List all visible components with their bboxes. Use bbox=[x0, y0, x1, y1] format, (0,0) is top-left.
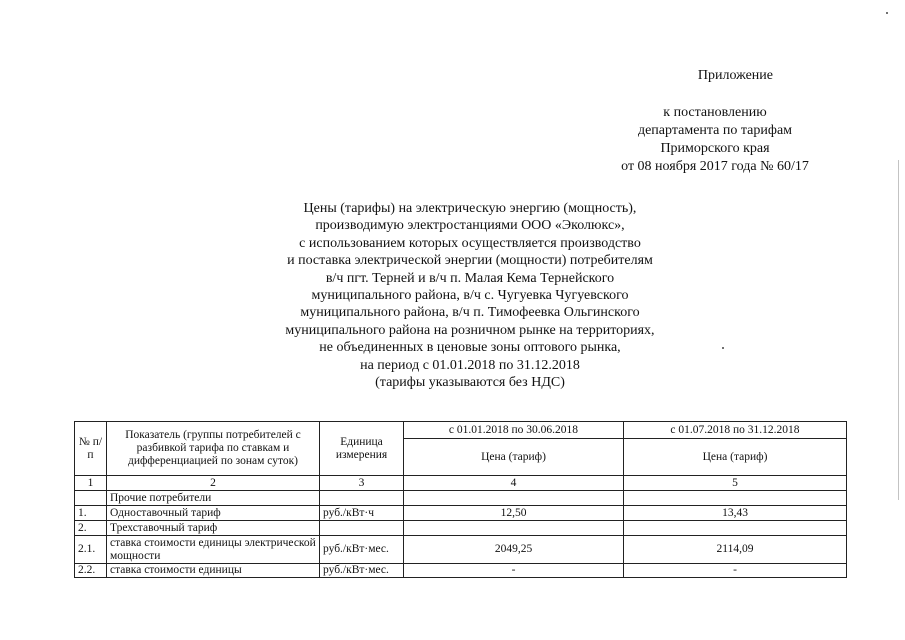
decree-reference bbox=[595, 104, 835, 176]
header-unit: Единица измерения bbox=[320, 422, 404, 476]
title-line: муниципального района, в/ч п. Тимофеевка Ольгинского bbox=[300, 305, 640, 321]
row-num: 2.1. bbox=[75, 536, 107, 564]
title-line: на период с 01.01.2018 по 31.12.2018 bbox=[360, 357, 580, 373]
column-numbering-row bbox=[75, 476, 847, 491]
row-value-1: 2049,25 bbox=[404, 536, 624, 564]
column-number: 5 bbox=[624, 476, 847, 491]
header-indicator: Показатель (группы потребителей с разбивкой тарифа по ставкам и дифференциацией по зонам суток) bbox=[107, 422, 320, 476]
title-line: в/ч пгт. Терней и в/ч п. Малая Кема Тернейского bbox=[325, 270, 615, 286]
row-unit: руб./кВт·мес. bbox=[320, 536, 404, 564]
title-line: (тарифы указываются без НДС) bbox=[375, 375, 565, 391]
title-line: муниципального района на розничном рынке на территориях, bbox=[285, 322, 655, 338]
title-line: Цены (тарифы) на электрическую энергию (мощность), bbox=[303, 201, 637, 216]
row-unit: руб./кВт·ч bbox=[320, 506, 404, 521]
row-num: 2. bbox=[75, 521, 107, 536]
scan-speck bbox=[722, 347, 724, 349]
column-number: 1 bbox=[75, 476, 107, 491]
title-line: производимую электростанциями ООО «Эколюкс», bbox=[315, 218, 625, 234]
row-value-2: 13,43 bbox=[624, 506, 847, 521]
header-num: № п/п bbox=[75, 422, 107, 476]
row-name: Трехставочный тариф bbox=[107, 521, 320, 536]
table-row bbox=[75, 536, 847, 564]
title-line: и поставка электрической энергии (мощности) потребителям bbox=[287, 253, 653, 269]
row-name: ставка стоимости единицы bbox=[107, 564, 320, 578]
row-value-1 bbox=[404, 521, 624, 536]
header-price-1: Цена (тариф) bbox=[404, 439, 624, 476]
scan-speck bbox=[886, 12, 888, 14]
row-value-2: - bbox=[624, 564, 847, 578]
title-line: не объединенных в ценовые зоны оптового рынка, bbox=[319, 340, 621, 356]
row-value-2 bbox=[624, 521, 847, 536]
group-row bbox=[75, 491, 847, 506]
appendix-label: Приложение bbox=[697, 68, 773, 83]
table-header-row bbox=[75, 422, 847, 439]
row-name: Одноставочный тариф bbox=[107, 506, 320, 521]
ref-line: к постановлению bbox=[663, 105, 767, 120]
ref-line: от 08 ноября 2017 года № 60/17 bbox=[621, 159, 809, 174]
column-number: 3 bbox=[320, 476, 404, 491]
row-value-1: 12,50 bbox=[404, 506, 624, 521]
row-value-1: - bbox=[404, 564, 624, 578]
row-num: 1. bbox=[75, 506, 107, 521]
group-label: Прочие потребители bbox=[107, 491, 320, 506]
header-period-2: с 01.07.2018 по 31.12.2018 bbox=[624, 422, 847, 439]
table-row bbox=[75, 506, 847, 521]
ref-line: департамента по тарифам bbox=[637, 123, 793, 138]
table-row bbox=[75, 564, 847, 578]
header-price-2: Цена (тариф) bbox=[624, 439, 847, 476]
column-number: 2 bbox=[107, 476, 320, 491]
ref-line: Приморского края bbox=[660, 141, 770, 156]
row-num: 2.2. bbox=[75, 564, 107, 578]
document-title bbox=[260, 200, 680, 391]
row-value-2: 2114,09 bbox=[624, 536, 847, 564]
title-line: с использованием которых осуществляется производство bbox=[299, 235, 641, 251]
table-row bbox=[75, 521, 847, 536]
scan-edge-line bbox=[898, 160, 899, 500]
column-number: 4 bbox=[404, 476, 624, 491]
row-name: ставка стоимости единицы электрической мощности bbox=[107, 536, 320, 564]
row-unit: руб./кВт·мес. bbox=[320, 564, 404, 578]
header-period-1: с 01.01.2018 по 30.06.2018 bbox=[404, 422, 624, 439]
title-line: муниципального района, в/ч с. Чугуевка Чугуевского bbox=[311, 288, 629, 304]
row-unit bbox=[320, 521, 404, 536]
tariff-table bbox=[74, 421, 847, 578]
